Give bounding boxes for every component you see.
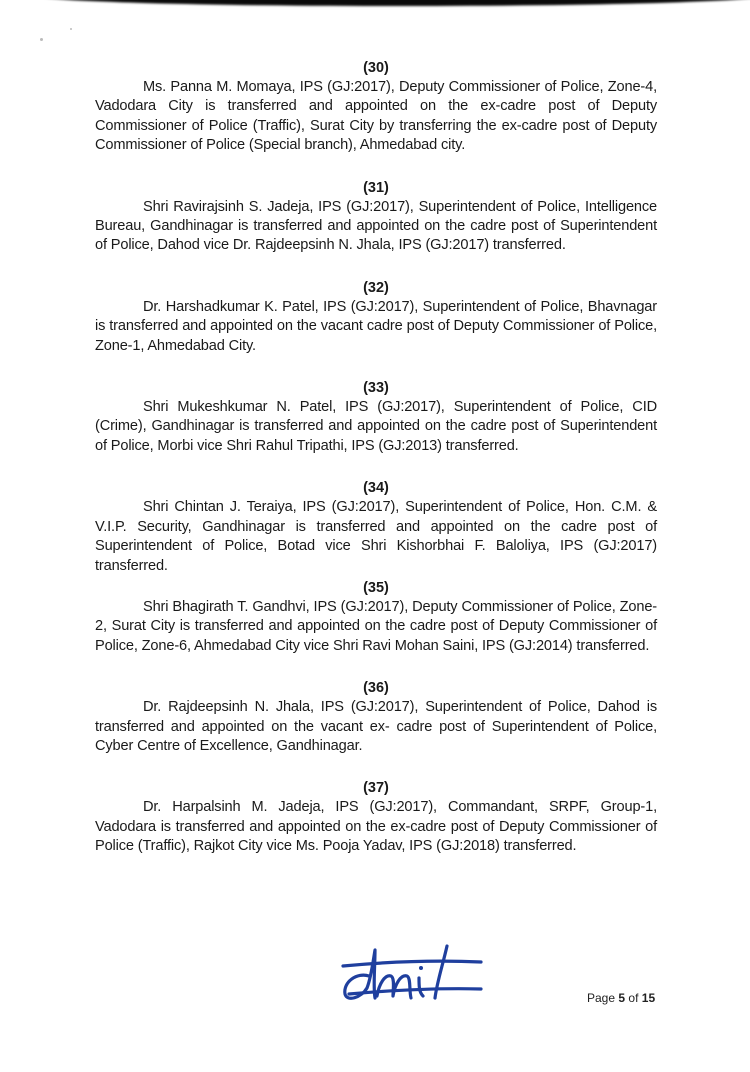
entry-number: (31) [363, 179, 389, 196]
signature-stroke [377, 976, 411, 998]
entry-number: (36) [363, 680, 389, 697]
order-entry-34 [95, 478, 657, 576]
entry-text: Shri Ravirajsinh S. Jadeja, IPS (GJ:2017), Superintendent of Police, Intelligence Bureau, Gandhinagar is transferred and appointed on the cadre post of Superintendent of Police, Dahod vice Dr. Rajdeepsinh N. Jhala, IPS (GJ:2017) transferred. [95, 198, 657, 254]
signature-stroke [343, 961, 481, 966]
document-body [95, 58, 657, 857]
order-entry-35 [95, 578, 657, 656]
signature-dot [419, 966, 423, 970]
entry-number: (34) [363, 480, 389, 497]
entry-text: Dr. Rajdeepsinh N. Jhala, IPS (GJ:2017), Superintendent of Police, Dahod is transferred and appointed on the vacant ex- cadre post of Superintendent of Police, Cyber Centre of Excellence, Gandhinagar. [95, 699, 657, 754]
order-entry-33 [95, 378, 657, 456]
entry-text: Shri Bhagirath T. Gandhvi, IPS (GJ:2017), Deputy Commissioner of Police, Zone-2, Surat City is transferred and appointed on the cadre post of Deputy Commissioner of Police, Zone-6, Ahmedabad City vice Shri Ravi Mohan Saini, IPS (GJ:2014) transferred. [95, 598, 657, 654]
handwritten-signature [335, 938, 485, 1010]
scan-speck [40, 38, 43, 41]
entry-text: Dr. Harpalsinh M. Jadeja, IPS (GJ:2017), Commandant, SRPF, Group-1, Vadodara is transferred and appointed on the ex-cadre post of Deputy Commissioner of Police (Traffic), Rajkot City vice Ms. Pooja Yadav, IPS (GJ:2018) transferred. [95, 799, 657, 855]
order-entry-30 [95, 58, 657, 156]
signature-stroke [349, 989, 481, 994]
page-label: Page [587, 991, 616, 1005]
entry-text: Ms. Panna M. Momaya, IPS (GJ:2017), Deputy Commissioner of Police, Zone-4, Vadodara City is transferred and appointed on the ex-cadre post of Deputy Commissioner of Police (Traffic), Surat City by transferring the ex-cadre post of Deputy Commissioner of Police (Special branch), Ahmedabad city. [95, 79, 657, 154]
entry-text: Shri Mukeshkumar N. Patel, IPS (GJ:2017), Superintendent of Police, CID (Crime), Gandhinagar is transferred and appointed on the cadre post of Superintendent of Police, Morbi vice Shri Rahul Tripathi, IPS (GJ:2013) transferred. [95, 399, 657, 454]
entry-text: Shri Chintan J. Teraiya, IPS (GJ:2017), Superintendent of Police, Hon. C.M. & V.I.P. Security, Gandhinagar is transferred and appointed on the cadre post of Superintendent of Police, Botad vice Shri Kishorbhai F. Baloliya, IPS (GJ:2017) transferred. [95, 499, 657, 574]
entry-number: (33) [363, 380, 389, 397]
order-entry-36 [95, 678, 657, 756]
order-entry-31 [95, 178, 657, 256]
page-number-footer [587, 991, 655, 1005]
current-page: 5 [618, 991, 626, 1005]
of-label: of [628, 991, 639, 1005]
entry-number: (30) [363, 60, 389, 76]
entry-number: (35) [363, 579, 389, 596]
scan-edge-shadow [40, 0, 750, 6]
entry-number: (37) [363, 780, 389, 797]
entry-number: (32) [363, 279, 389, 296]
signature-stroke [419, 978, 423, 996]
entry-text: Dr. Harshadkumar K. Patel, IPS (GJ:2017), Superintendent of Police, Bhavnagar is transferred and appointed on the vacant cadre post of Deputy Commissioner of Police, Zone-1, Ahmedabad City. [95, 298, 657, 354]
order-entry-37 [95, 778, 657, 856]
scan-speck [70, 28, 72, 30]
total-pages: 15 [641, 991, 656, 1005]
order-entry-32 [95, 278, 657, 356]
